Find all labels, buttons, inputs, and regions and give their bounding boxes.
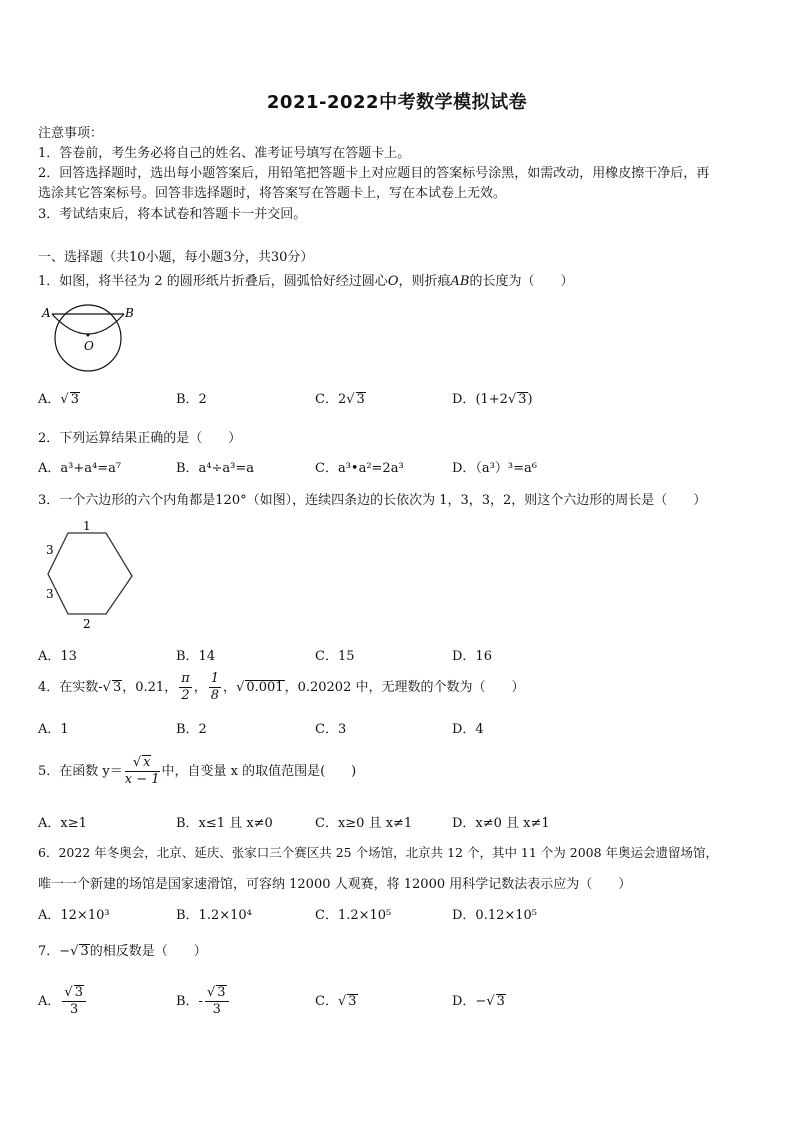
q2-option-a[interactable]: A．a³+a⁴=a⁷ (38, 461, 122, 476)
q1-options (38, 388, 758, 408)
q1-circle-figure (38, 302, 138, 374)
one-over-8: $\frac{1}{8}$ (210, 671, 220, 703)
page-title: 2021-2022中考数学模拟试卷 (266, 92, 528, 113)
q6-option-b[interactable]: B．1.2×10⁴ (176, 908, 252, 923)
q5-option-d[interactable]: D．x≠0 且 x≠1 (452, 816, 550, 831)
q7-option-d[interactable]: D．−√ 3 (452, 994, 505, 1009)
q3-option-c[interactable]: C．15 (315, 649, 355, 664)
q4-option-a[interactable]: A．1 (38, 722, 69, 737)
q2-stem: 2．下列运算结果正确的是（ ） (38, 431, 242, 446)
q5-option-c[interactable]: C．x≥0 且 x≠1 (315, 816, 413, 831)
q6-option-c[interactable]: C．1.2×10⁵ (315, 908, 392, 923)
q6-option-d[interactable]: D．0.12×10⁵ (452, 908, 538, 923)
side-bottom: 2 (83, 617, 91, 631)
q5-option-b[interactable]: B．x≤1 且 x≠0 (176, 816, 273, 831)
label-b: B (125, 306, 134, 320)
notes-heading: 注意事项： (38, 126, 104, 141)
q4-options (38, 718, 758, 738)
q7-option-b[interactable]: B．- $\frac{√ 3}{3}$ (176, 980, 231, 1024)
q7-stem: 7．−√ 3的相反数是（ ） (38, 944, 207, 959)
q3-stem: 3．一个六边形的六个内角都是120°（如图），连续四条边的长依次为 1，3，3，2，则这个六边形的周长是（ ） (38, 493, 707, 508)
q5-stem: 5．在函数 y＝ $\frac{√ x}{x - 1}$ 中，自变量 x 的取值范围是( ) (38, 755, 357, 787)
note-2a: 2．回答选择题时，选出每小题答案后，用铅笔把答题卡上对应题目的答案标号涂黑，如需改动，用橡皮擦干净后，再 (38, 166, 710, 181)
q1-option-d[interactable]: D．(1+2√ 3) (452, 392, 533, 407)
q2-option-c[interactable]: C．a³•a²=2a³ (315, 461, 404, 476)
q5-options (38, 812, 758, 832)
q2-option-d[interactable]: D．（a³）³=a⁶ (452, 461, 537, 476)
q1-stem: 1．如图，将半径为 2 的圆形纸片折叠后，圆弧恰好经过圆心O，则折痕AB的长度为（ ） (38, 274, 574, 289)
q6-option-a[interactable]: A．12×10³ (38, 908, 110, 923)
side-lower-left: 3 (46, 587, 54, 601)
side-top: 1 (83, 519, 91, 533)
label-o: O (84, 339, 94, 353)
pi-over-2: $\frac{\pi}{2}$ (181, 671, 190, 703)
circle (55, 305, 121, 371)
q7-option-a[interactable]: A． $\frac{√ 3}{3}$ (38, 980, 88, 1024)
q1-option-c[interactable]: C．2√ 3 (315, 392, 365, 407)
q2-options (38, 457, 758, 477)
q6-options (38, 904, 758, 924)
center-point (87, 334, 90, 337)
note-3: 3．考试结束后，将本试卷和答题卡一并交回。 (38, 207, 307, 222)
function-fraction: $\frac{√ x}{x - 1}$ (124, 755, 160, 787)
q4-stem: 4．在实数-√ 3，0.21， $\frac{\pi}{2}$ ， $\frac{1}{8}$ ，√ 0.001，0.20202 中，无理数的个数为（ ） (38, 671, 525, 703)
hexagon (48, 533, 132, 614)
label-a: A (42, 306, 51, 320)
q3-option-a[interactable]: A．13 (38, 649, 77, 664)
side-upper-left: 3 (46, 543, 54, 557)
note-2b: 选涂其它答案标号。回答非选择题时，将答案写在答题卡上，写在本试卷上无效。 (38, 186, 507, 201)
q3-option-b[interactable]: B．14 (176, 649, 216, 664)
q3-options (38, 645, 758, 665)
q6-stem-b: 唯一一个新建的场馆是国家速滑馆，可容纳 12000 人观赛，将 12000 用科学记数法表示应为（ ） (38, 877, 632, 892)
q1-option-b[interactable]: B．2 (176, 392, 207, 407)
q1-option-a[interactable]: A．√ 3 (38, 392, 79, 407)
q4-option-d[interactable]: D．4 (452, 722, 484, 737)
q6-stem-a: 6．2022 年冬奥会，北京、延庆、张家口三个赛区共 25 个场馆，北京共 12 个，其中 11 个为 2008 年奥运会遗留场馆， (38, 845, 719, 860)
q4-option-c[interactable]: C．3 (315, 722, 347, 737)
q5-option-a[interactable]: A．x≥1 (38, 816, 87, 831)
q3-option-d[interactable]: D．16 (452, 649, 492, 664)
q7-option-c[interactable]: C．√ 3 (315, 994, 357, 1009)
section-heading: 一、选择题（共10小题，每小题3分，共30分） (38, 250, 314, 265)
q4-option-b[interactable]: B．2 (176, 722, 207, 737)
q2-option-b[interactable]: B．a⁴÷a³=a (176, 461, 255, 476)
q3-hexagon-figure (38, 516, 138, 634)
q7-options (38, 980, 758, 1024)
note-1: 1．答卷前，考生务必将自己的姓名、准考证号填写在答题卡上。 (38, 146, 411, 161)
